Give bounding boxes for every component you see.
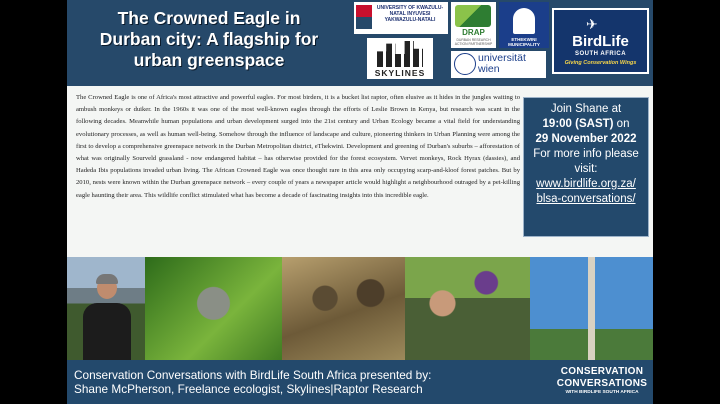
more-info-text: For more info please visit: (533, 148, 639, 175)
info-link-part1[interactable]: www.birdlife.org.za/ (536, 178, 636, 190)
event-on: on (616, 118, 630, 130)
event-info-box (523, 97, 649, 237)
footer-band (67, 360, 653, 404)
slide-title: The Crowned Eagle in Durban city: A flagship for urban greenspace (99, 8, 319, 70)
ukzn-logo-text: UNIVERSITY OF KWAZULU-NATAL INYUVESI YAKWAZULU-NATALI (376, 5, 444, 24)
birdlife-name: BirdLife (572, 33, 629, 50)
drap-logo-subtext: DURBAN RESEARCH ACTION PARTNERSHIP (454, 38, 493, 46)
cc-logo-line-3: WITH BIRDLIFE SOUTH AFRICA (565, 390, 639, 395)
skylines-logo (367, 38, 433, 79)
photo-strip (67, 257, 653, 360)
tall-tree-photo (530, 257, 653, 360)
presenter-photo (67, 257, 145, 360)
footer-line-1: Conservation Conversations with BirdLife South Africa presented by: (74, 368, 432, 382)
footer-line-2: Shane McPherson, Freelance ecologist, Skylines|Raptor Research (74, 382, 423, 396)
ethekwini-logo-text: ETHEKWINI MUNICIPALITY (508, 37, 540, 47)
universitat-wien-logo (451, 51, 546, 78)
info-link-part2[interactable]: blsa-conversations/ (536, 193, 636, 205)
skyline-icon (377, 41, 423, 67)
slide (67, 0, 653, 404)
drap-logo-text: DRAP (462, 28, 485, 37)
birdlife-tagline: Giving Conservation Wings (564, 60, 637, 66)
birdlife-region: SOUTH AFRICA (574, 51, 627, 57)
eagle-with-prey-photo (145, 257, 282, 360)
city-hall-icon (513, 8, 535, 34)
conservation-conversations-logo (553, 362, 651, 402)
eagle-nest-photo (282, 257, 405, 360)
footer-text (74, 368, 544, 396)
ukzn-logo (354, 2, 448, 34)
presenter-figure (89, 277, 125, 360)
skylines-logo-text: SKYLINES (374, 68, 426, 78)
join-line: Join Shane at (550, 103, 622, 115)
description-text: The Crowned Eagle is one of Africa's most attractive and powerful eagles. For most birders, it is a bucket list raptor, often elusive as it hides in the jungles waiting to ambush monkeys or duiker. In the 1960s it was one of the most well-known eagles through the efforts of Leslie Brown in Kenya, but research was scant in the following decades. Meanwhile human populations and urban development surged into the 21st century and Urban Ecology became a vital field for understanding evolutionary processes, as well as human well-being. Somehow through the influence of landscape and culture, pioneering thinkers in Urban Planning were among the first to develop a comprehensive greenspace network in the Durban Metropolitan district, eThekwini. Development and greening of Durban's suburbs – afforestation of what was originally Sourveld grassland - now endangered habitat – has otherwise provided for the forest ecosystem. Vervet monkeys, Rock Hyrax (dassies), and Hadeda Ibis populations invaded urban living. The African Crowned Eagle was once thought rare in this area only occupying scarp-and-kloof forest patches. But by 2010, nests were known within the Durban greenspace network – every couple of years a newspaper article would highlight a neighbourhood outraged by a pet-killing eagle haunting their area. This wildlife conflict stimulated what has become a decade of fascinating insights into this incredible eagle. (76, 94, 520, 199)
ukzn-crest-icon (356, 5, 372, 29)
drap-logo (451, 2, 496, 48)
ethekwini-logo (499, 2, 549, 48)
birdlife-logo (552, 8, 649, 74)
cc-logo-line-1: CONSERVATION (560, 366, 644, 377)
wien-logo-text: universität wien (478, 52, 526, 75)
header-band (67, 0, 653, 86)
researchers-ringing-photo (405, 257, 530, 360)
bird-icon: ✈ (586, 16, 598, 32)
cc-logo-line-2: CONVERSATIONS (556, 378, 648, 389)
drap-leaf-icon (455, 5, 491, 27)
event-date: 29 November 2022 (535, 133, 637, 145)
event-time: 19:00 (SAST) (542, 118, 614, 130)
university-seal-icon (454, 53, 476, 75)
event-time-line (543, 118, 630, 130)
